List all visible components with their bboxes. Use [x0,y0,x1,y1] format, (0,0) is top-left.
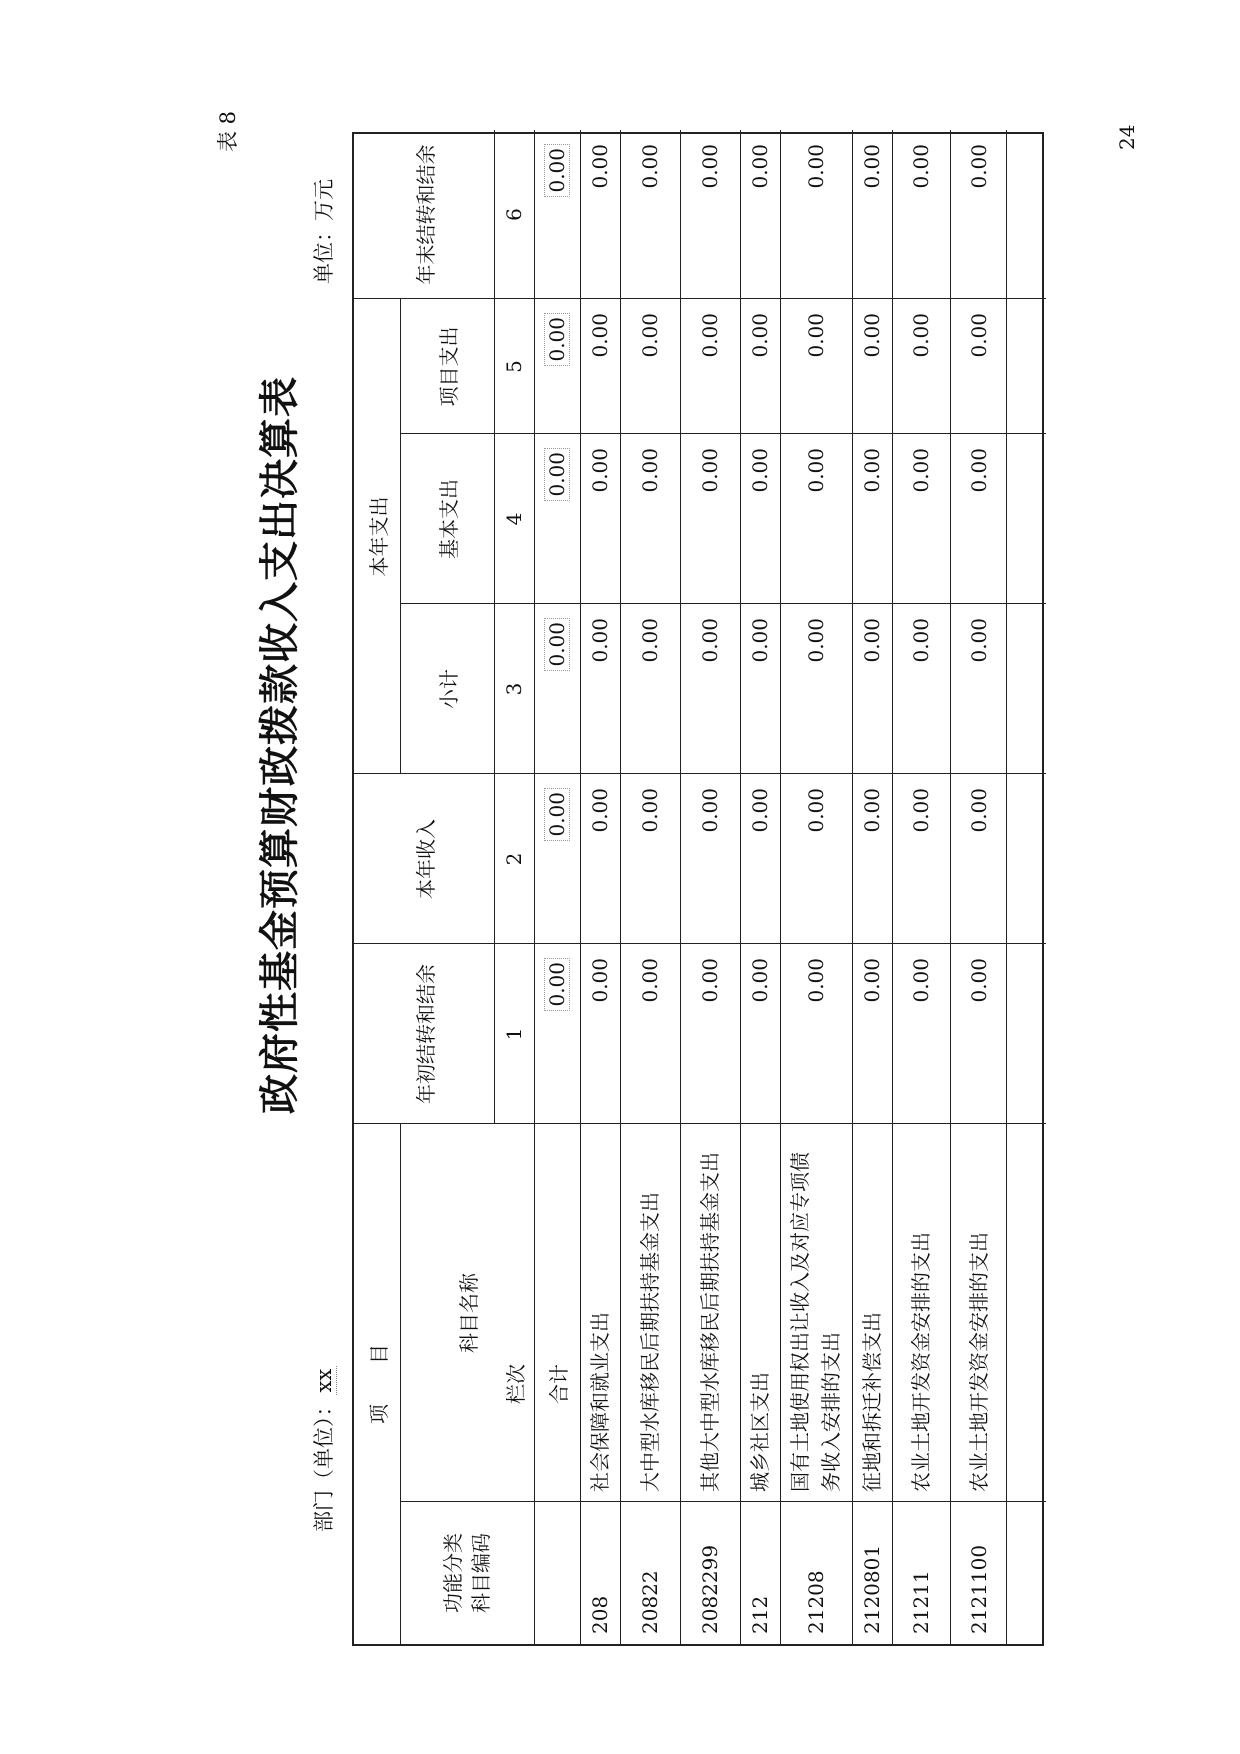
row-name: 其他大中型水库移民后期扶持基金支出 [697,1152,722,1492]
row-name: 征地和拆迁补偿支出 [859,1312,884,1492]
row-value: 0.00 [860,448,884,493]
row-value: 0.00 [909,144,933,189]
row-value: 0.00 [860,144,884,189]
row-value: 0.00 [698,448,722,493]
total-value [534,944,580,1124]
column-index-number: 3 [502,682,526,696]
row-value: 0.00 [698,618,722,663]
project-header: 项 目 [366,1344,391,1424]
row-code: 21208 [804,1570,828,1634]
row-value: 0.00 [748,313,772,358]
row-value: 0.00 [748,144,772,189]
row-value: 0.00 [638,313,662,358]
total-value [534,774,580,944]
department-label: 部门（单位）： [312,1395,336,1532]
row-code: 2120801 [860,1544,884,1634]
budget-table [352,132,1044,1646]
row-value: 0.00 [588,788,612,833]
row-value: 0.00 [588,618,612,663]
total-value-text: 0.00 [544,788,570,841]
row-value: 0.00 [860,958,884,1003]
total-value-text: 0.00 [544,448,570,501]
row-value: 0.00 [638,618,662,663]
func-code-header-line: 功能分类 [441,1533,465,1613]
row-name: 城乡社区支出 [747,1372,772,1492]
total-value [534,604,580,774]
row-value: 0.00 [748,958,772,1003]
row-value: 0.00 [588,448,612,493]
row-value: 0.00 [698,788,722,833]
row-value: 0.00 [804,788,828,833]
row-value: 0.00 [967,448,991,493]
col1-header: 年初结转和结余 [413,964,438,1104]
row-code: 208 [588,1595,612,1634]
row-value: 0.00 [638,958,662,1003]
row-code: 2082299 [698,1544,722,1634]
row-name: 农业土地开发资金安排的支出 [908,1232,933,1492]
column-index-number: 2 [502,852,526,866]
row-name: 国有土地使用权出让收入及对应专项债务收入安排的支出 [788,1152,843,1492]
row-value: 0.00 [804,958,828,1003]
row-value: 0.00 [967,958,991,1003]
department-value: xx [312,1366,337,1396]
column-index-number: 6 [502,208,526,221]
row-value: 0.00 [860,313,884,358]
col5-header: 项目支出 [436,326,461,407]
subject-name-header: 科目名称 [456,1273,481,1353]
row-value: 0.00 [698,144,722,189]
current-expense-header: 本年支出 [366,496,391,577]
row-value: 0.00 [909,958,933,1003]
row-code: 20822 [638,1570,662,1634]
row-name: 农业土地开发资金安排的支出 [966,1232,991,1492]
row-value: 0.00 [588,144,612,189]
row-value: 0.00 [804,618,828,663]
row-code: 212 [748,1595,772,1634]
total-value [534,130,580,299]
row-value: 0.00 [698,313,722,358]
department-line [308,1366,338,1532]
row-value: 0.00 [909,448,933,493]
row-value: 0.00 [748,448,772,493]
row-code: 21211 [909,1570,933,1634]
row-name: 社会保障和就业支出 [587,1312,612,1492]
row-value: 0.00 [804,313,828,358]
row-value: 0.00 [967,313,991,358]
row-value: 0.00 [909,618,933,663]
total-label: 合计 [546,1364,571,1404]
column-index-number: 4 [502,512,526,526]
grid-line [494,130,495,1124]
total-value [534,434,580,604]
col4-header: 基本支出 [436,479,461,559]
total-value-text: 0.00 [544,144,570,197]
total-value-text: 0.00 [544,313,570,366]
row-value: 0.00 [588,958,612,1003]
row-value: 0.00 [804,448,828,493]
page-title: 政府性基金预算财政拨款收入支出决算表 [256,376,303,1114]
page-number: 24 [1115,124,1139,150]
unit-label: 单位：万元 [312,179,336,284]
row-value: 0.00 [909,313,933,358]
row-value: 0.00 [748,788,772,833]
row-value: 0.00 [909,788,933,833]
column-index-number: 1 [502,1027,526,1041]
row-value: 0.00 [638,448,662,493]
total-value-text: 0.00 [544,618,570,671]
total-value [534,299,580,434]
row-value: 0.00 [698,958,722,1003]
row-name: 大中型水库移民后期扶持基金支出 [637,1192,662,1492]
row-value: 0.00 [748,618,772,663]
row-value: 0.00 [638,788,662,833]
func-code-header-line: 科目编码 [469,1533,493,1613]
col6-header: 年末结转和结余 [413,144,438,285]
row-code: 2121100 [967,1544,991,1634]
col3-header: 小计 [436,669,461,709]
column-index-number: 5 [502,360,526,373]
col2-header: 本年收入 [413,819,438,899]
row-value: 0.00 [860,618,884,663]
row-value: 0.00 [638,144,662,189]
table-number: 表 8 [216,110,240,152]
row-value: 0.00 [588,313,612,358]
row-value: 0.00 [967,788,991,833]
column-index-label: 栏次 [503,1364,528,1404]
row-value: 0.00 [967,144,991,189]
total-value-text: 0.00 [544,958,570,1011]
row-value: 0.00 [860,788,884,833]
row-value: 0.00 [967,618,991,663]
row-value: 0.00 [804,144,828,189]
